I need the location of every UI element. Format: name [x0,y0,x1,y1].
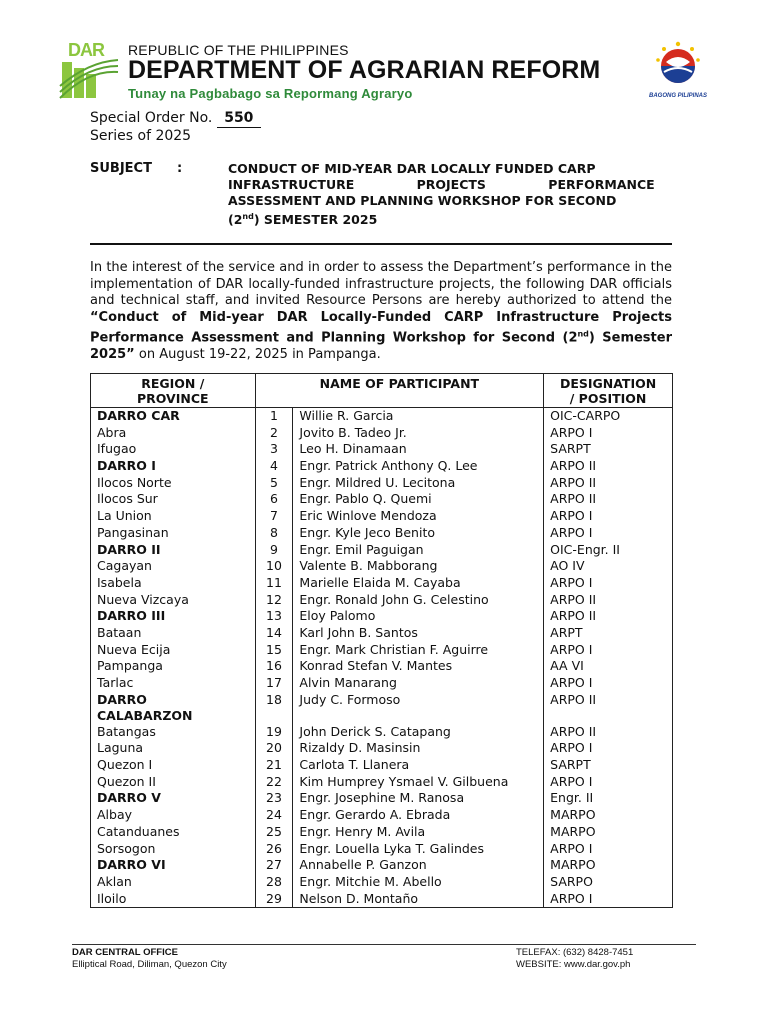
footer-contact [516,947,633,971]
cell-participant-name: Eloy Palomo [293,608,544,625]
cell-number: 26 [255,841,293,858]
table-row [91,625,673,642]
table-row [91,575,673,592]
cell-participant-name: Engr. Mitchie M. Abello [293,874,544,891]
header-department: DEPARTMENT OF AGRARIAN REFORM [128,56,601,84]
cell-designation: ARPO I [544,508,673,525]
subject-line-4-sup: nd [242,212,254,221]
cell-designation: ARPO II [544,692,673,724]
table-row [91,874,673,891]
table-row [91,475,673,492]
cell-number: 6 [255,491,293,508]
cell-region: Isabela [91,575,256,592]
cell-designation: ARPO I [544,425,673,442]
cell-designation: ARPO I [544,525,673,542]
subject-divider [90,243,672,245]
header-republic: REPUBLIC OF THE PHILIPPINES [128,42,349,58]
cell-number: 15 [255,642,293,659]
cell-designation: AA VI [544,658,673,675]
cell-number: 7 [255,508,293,525]
subject-line-3: ASSESSMENT AND PLANNING WORKSHOP FOR SECOND [228,193,617,208]
table-row [91,658,673,675]
cell-participant-name: Carlota T. Llanera [293,757,544,774]
cell-number: 1 [255,408,293,425]
cell-region: DARRO CALABARZON [91,692,256,724]
cell-designation: ARPO II [544,491,673,508]
subject-label: SUBJECT [90,161,152,176]
subject-colon: : [177,161,183,176]
cell-region: Cagayan [91,558,256,575]
cell-number: 8 [255,525,293,542]
footer-office: DAR CENTRAL OFFICE [72,947,178,958]
cell-designation: ARPO I [544,642,673,659]
cell-designation: ARPO I [544,575,673,592]
cell-designation: Engr. II [544,790,673,807]
cell-region: Abra [91,425,256,442]
participants-table [90,373,673,908]
cell-participant-name: Eric Winlove Mendoza [293,508,544,525]
cell-region: DARRO VI [91,857,256,874]
cell-number: 3 [255,441,293,458]
table-row [91,757,673,774]
cell-participant-name: Engr. Mildred U. Lecitona [293,475,544,492]
table-row [91,790,673,807]
cell-participant-name: Karl John B. Santos [293,625,544,642]
cell-number: 29 [255,891,293,908]
cell-participant-name: Marielle Elaida M. Cayaba [293,575,544,592]
cell-designation: ARPO II [544,608,673,625]
subject-line-4 [228,209,672,228]
header-designation-line-1: DESIGNATION [559,376,657,391]
cell-number: 24 [255,807,293,824]
intro-bold-sup: nd [577,329,589,339]
cell-region: DARRO III [91,608,256,625]
cell-region: DARRO CAR [91,408,256,425]
subject-line-2-text: INFRASTRUCTURE PROJECTS PERFORMANCE [228,177,655,192]
cell-designation: OIC-CARPO [544,408,673,425]
cell-participant-name: Judy C. Formoso [293,692,544,724]
cell-number: 21 [255,757,293,774]
cell-participant-name: Engr. Emil Paguigan [293,542,544,559]
table-row [91,458,673,475]
cell-number: 22 [255,774,293,791]
cell-designation: ARPO II [544,458,673,475]
table-row [91,441,673,458]
cell-designation: ARPO II [544,592,673,609]
header-designation [544,374,673,408]
footer-website: WEBSITE: www.dar.gov.ph [516,959,631,970]
cell-number: 28 [255,874,293,891]
cell-region: Quezon II [91,774,256,791]
cell-number: 13 [255,608,293,625]
cell-designation: ARPO II [544,724,673,741]
table-row [91,408,673,425]
cell-designation: SARPT [544,441,673,458]
subject-text [228,161,672,228]
cell-region: Pangasinan [91,525,256,542]
cell-designation: AO IV [544,558,673,575]
cell-number: 14 [255,625,293,642]
cell-participant-name: Valente B. Mabborang [293,558,544,575]
cell-number: 23 [255,790,293,807]
footer-street: Elliptical Road, Diliman, Quezon City [72,959,227,970]
cell-participant-name: Rizaldy D. Masinsin [293,740,544,757]
cell-designation: MARPO [544,807,673,824]
table-row [91,608,673,625]
header-region-line-2: PROVINCE [136,391,209,406]
cell-number: 17 [255,675,293,692]
cell-number: 10 [255,558,293,575]
table-row [91,824,673,841]
cell-region: Iloilo [91,891,256,908]
cell-participant-name: Jovito B. Tadeo Jr. [293,425,544,442]
cell-number: 18 [255,692,293,724]
cell-participant-name: Nelson D. Montaño [293,891,544,908]
participants-body [91,408,673,908]
special-order-label: Special Order No. [90,110,213,126]
cell-region: Albay [91,807,256,824]
table-row [91,740,673,757]
cell-region: Sorsogon [91,841,256,858]
table-row [91,675,673,692]
cell-designation: SARPT [544,757,673,774]
subject-line-4-post: ) SEMESTER 2025 [253,212,378,228]
table-row [91,592,673,609]
cell-participant-name: Willie R. Garcia [293,408,544,425]
cell-participant-name: Konrad Stefan V. Mantes [293,658,544,675]
cell-participant-name: Engr. Kyle Jeco Benito [293,525,544,542]
cell-number: 20 [255,740,293,757]
table-row [91,807,673,824]
footer-divider [72,944,696,945]
subject-line-1: CONDUCT OF MID-YEAR DAR LOCALLY FUNDED CARP [228,161,596,176]
table-row [91,425,673,442]
cell-designation: ARPO II [544,475,673,492]
cell-number: 25 [255,824,293,841]
cell-region: Ilocos Sur [91,491,256,508]
cell-region: DARRO II [91,542,256,559]
cell-number: 19 [255,724,293,741]
table-row [91,774,673,791]
intro-text-2: on August 19-22, 2025 in Pampanga. [134,347,381,363]
cell-participant-name: John Derick S. Catapang [293,724,544,741]
letterhead [58,40,718,102]
cell-region: Aklan [91,874,256,891]
table-row [91,841,673,858]
footer-telefax: TELEFAX: (632) 8428-7451 [516,947,634,958]
intro-bold-1: “Conduct of Mid-year DAR Locally-Funded CARP Infrastructure Projects Performance Assessment and Planning Workshop for Second (2 [90,309,672,346]
cell-designation: ARPT [544,625,673,642]
cell-number: 27 [255,857,293,874]
cell-designation: ARPO I [544,891,673,908]
cell-participant-name: Engr. Josephine M. Ranosa [293,790,544,807]
cell-region: Bataan [91,625,256,642]
cell-region: Tarlac [91,675,256,692]
cell-designation: OIC-Engr. II [544,542,673,559]
cell-participant-name: Kim Humprey Ysmael V. Gilbuena [293,774,544,791]
cell-number: 12 [255,592,293,609]
cell-number: 16 [255,658,293,675]
cell-number: 2 [255,425,293,442]
cell-participant-name: Engr. Mark Christian F. Aguirre [293,642,544,659]
table-header-row [91,374,673,408]
cell-region: Nueva Vizcaya [91,592,256,609]
cell-participant-name: Engr. Henry M. Avila [293,824,544,841]
bagong-pilipinas-text: BAGONG PILIPINAS [648,93,707,99]
dar-logo-text: DAR [68,40,104,60]
table-row [91,508,673,525]
cell-region: Pampanga [91,658,256,675]
subject-line-2 [228,177,672,193]
cell-number: 5 [255,475,293,492]
table-row [91,724,673,741]
header-region [91,374,256,408]
cell-number: 11 [255,575,293,592]
cell-region: Catanduanes [91,824,256,841]
subject-line-4-pre: (2 [228,212,243,228]
footer-address [72,947,227,971]
header-name: NAME OF PARTICIPANT [255,374,544,408]
cell-designation: SARPO [544,874,673,891]
special-order-block [90,110,261,145]
table-row [91,692,673,724]
special-order-line [90,110,261,128]
table-row [91,891,673,908]
cell-participant-name: Engr. Patrick Anthony Q. Lee [293,458,544,475]
cell-designation: ARPO I [544,740,673,757]
special-order-number: 550 [217,110,261,128]
header-designation-line-2: / POSITION [569,391,647,406]
cell-participant-name: Leo H. Dinamaan [293,441,544,458]
cell-designation: MARPO [544,857,673,874]
cell-region: Laguna [91,740,256,757]
table-row [91,525,673,542]
cell-region: DARRO I [91,458,256,475]
header-region-line-1: REGION / [141,376,205,391]
cell-designation: ARPO I [544,841,673,858]
table-row [91,558,673,575]
cell-participant-name: Engr. Gerardo A. Ebrada [293,807,544,824]
series-label: Series of 2025 [90,128,192,144]
intro-text-1: In the interest of the service and in order to assess the Department’s performance in the implementation of DAR locally-funded infrastructure projects, the following DAR officials and technical staff, and invited Resource Persons are hereby authorized to attend the [90,260,672,309]
cell-region: Batangas [91,724,256,741]
header-motto: Tunay na Pagbabago sa Repormang Agraryo [128,86,413,101]
cell-participant-name: Engr. Louella Lyka T. Galindes [293,841,544,858]
intro-paragraph [90,260,672,364]
cell-participant-name: Alvin Manarang [293,675,544,692]
cell-designation: MARPO [544,824,673,841]
table-row [91,857,673,874]
table-row [91,542,673,559]
cell-number: 4 [255,458,293,475]
cell-participant-name: Annabelle P. Ganzon [293,857,544,874]
cell-region: Ifugao [91,441,256,458]
cell-participant-name: Engr. Ronald John G. Celestino [293,592,544,609]
intro-bold-2: ) Semester 2025” [90,330,672,363]
cell-designation: ARPO I [544,774,673,791]
cell-number: 9 [255,542,293,559]
cell-designation: ARPO I [544,675,673,692]
cell-participant-name: Engr. Pablo Q. Quemi [293,491,544,508]
cell-region: La Union [91,508,256,525]
cell-region: Nueva Ecija [91,642,256,659]
cell-region: DARRO V [91,790,256,807]
cell-region: Ilocos Norte [91,475,256,492]
table-row [91,642,673,659]
cell-region: Quezon I [91,757,256,774]
table-row [91,491,673,508]
